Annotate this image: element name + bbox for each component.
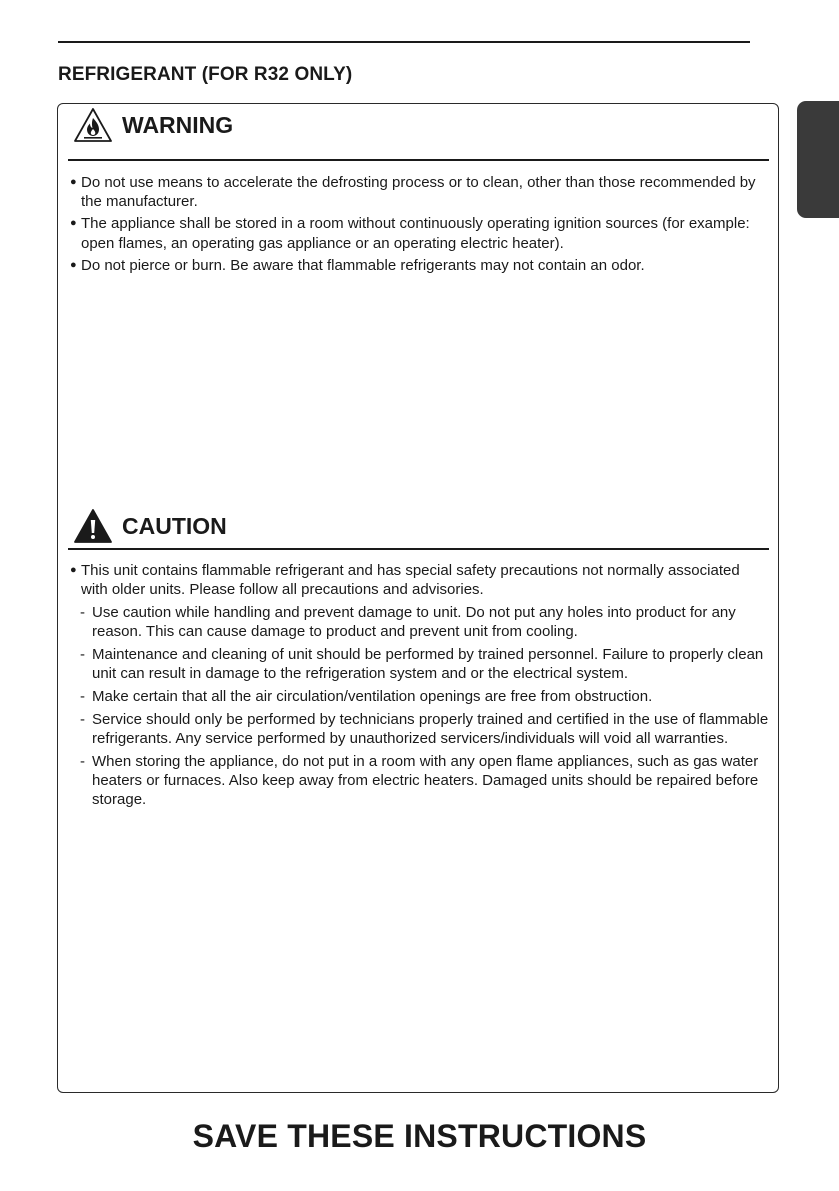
caution-title: CAUTION — [122, 512, 227, 539]
save-instructions-footer: SAVE THESE INSTRUCTIONS — [192, 1118, 647, 1154]
sub-list-item — [69, 752, 769, 810]
list-item-text: Do not use means to accelerate the defrosting process or to clean, other than those recommended by the manufacturer. — [81, 174, 756, 211]
list-item-text: Maintenance and cleaning of unit should be performed by trained personnel. Failure to properly clean unit can result in damage to the refrigeration system and or the electrical system. — [92, 646, 764, 683]
list-item-text: Do not pierce or burn. Be aware that flammable refrigerants may not contain an odor. — [81, 256, 645, 274]
list-item-text: The appliance shall be stored in a room without continuously operating ignition sources (for example: open flames, an operating gas appliance or an operating electric heater). — [81, 215, 750, 252]
bullet-mark: ● — [70, 217, 77, 230]
sub-list-item — [69, 603, 769, 641]
warning-title: WARNING — [122, 111, 234, 138]
list-item — [69, 256, 759, 275]
flammable-warning-icon — [73, 107, 113, 143]
sub-list-item — [69, 687, 769, 706]
bullet-mark: ● — [70, 176, 77, 188]
warning-divider — [68, 159, 769, 161]
caution-header — [73, 508, 227, 544]
list-item-text: Service should only be performed by technicians properly trained and certified in the use of flammable refrigerants. Any service performed by unauthorized servicers/individuals will void all warranties. — [92, 710, 769, 747]
warning-list — [69, 173, 759, 278]
list-item — [69, 561, 769, 599]
caution-divider — [68, 548, 769, 550]
bullet-mark: ● — [70, 564, 77, 576]
section-title: REFRIGERANT (FOR R32 ONLY) — [58, 64, 353, 85]
dash-mark: - — [80, 710, 85, 728]
caution-exclamation-icon — [73, 508, 113, 544]
list-item-text: Use caution while handling and prevent damage to unit. Do not put any holes into product for any reason. This can cause damage to product and prevent unit from cooling. — [92, 604, 736, 641]
warning-header — [73, 107, 233, 143]
sub-list-item — [69, 645, 769, 683]
language-tab — [797, 101, 839, 218]
bullet-mark: ● — [70, 258, 77, 271]
list-item — [69, 173, 759, 211]
list-item-text: Make certain that all the air circulation/ventilation openings are free from obstruction. — [92, 688, 653, 705]
dash-mark: - — [80, 604, 85, 621]
caution-list — [69, 561, 769, 813]
dash-mark: - — [80, 752, 85, 770]
dash-mark: - — [80, 646, 85, 663]
top-rule — [58, 41, 750, 43]
list-item-text: This unit contains flammable refrigerant and has special safety precautions not normally associated with older units. Please follow all precautions and advisories. — [81, 562, 740, 599]
dash-mark: - — [80, 688, 85, 705]
list-item-text: When storing the appliance, do not put in a room with any open flame appliances, such as gas water heaters or furnaces. Also keep away from electric heaters. Damaged units should be repaired before storage. — [92, 752, 759, 809]
sub-list-item — [69, 710, 769, 748]
list-item — [69, 214, 759, 252]
